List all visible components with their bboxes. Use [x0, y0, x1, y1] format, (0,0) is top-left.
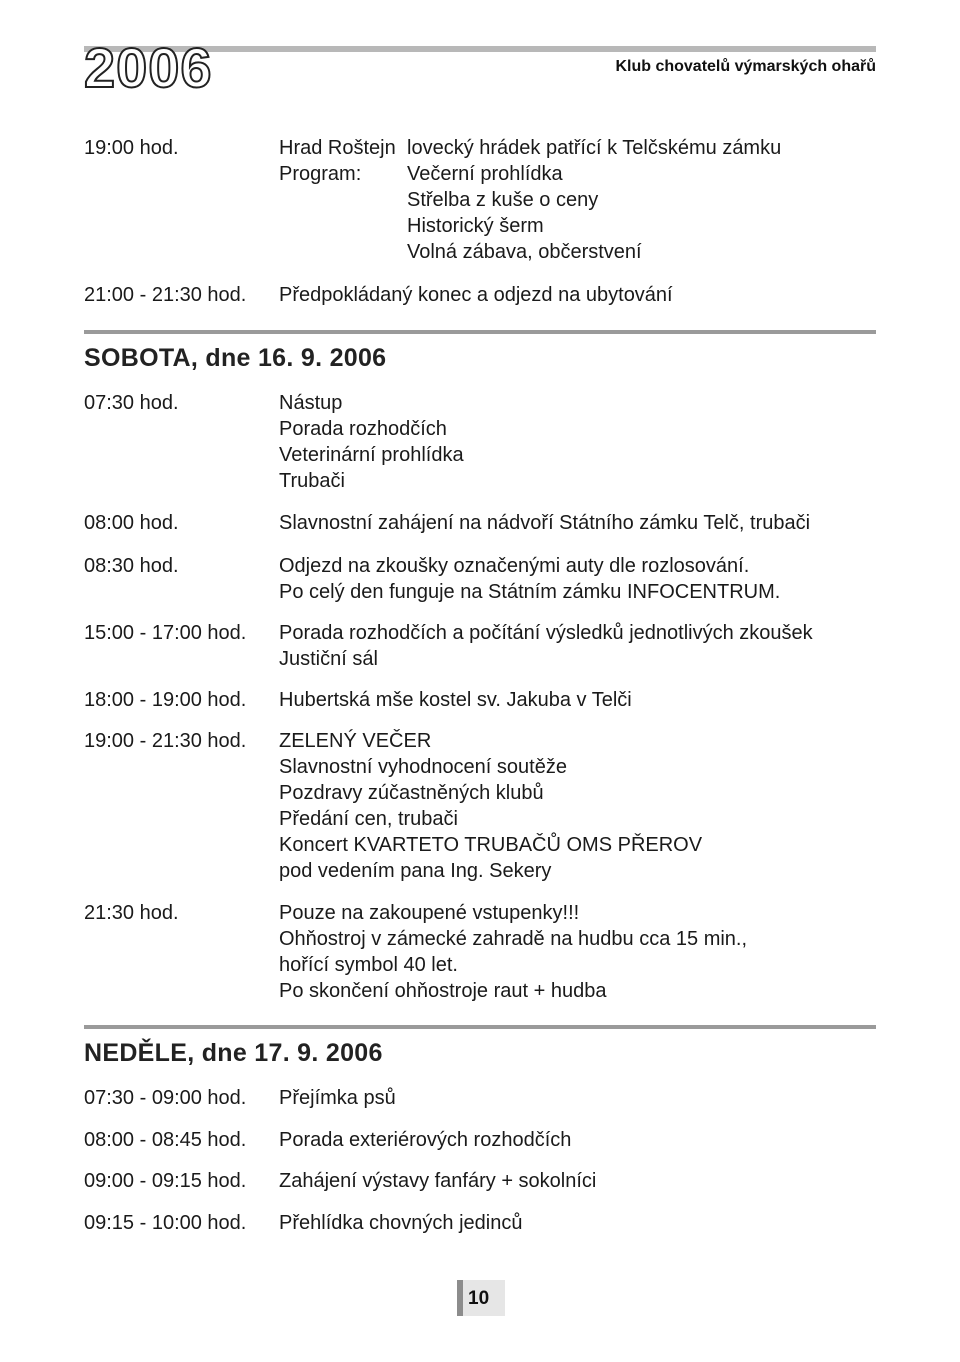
time-label: 08:00 - 08:45 hod. [84, 1129, 247, 1151]
event-text: Odjezd na zkoušky označenými auty dle rozlosování. [279, 555, 750, 577]
section-divider [84, 1025, 876, 1029]
time-label: 07:30 - 09:00 hod. [84, 1087, 247, 1109]
event-text: Po skončení ohňostroje raut + hudba [279, 980, 607, 1002]
event-text: Porada rozhodčích [279, 418, 447, 440]
time-label: 09:15 - 10:00 hod. [84, 1212, 247, 1234]
time-label: 07:30 hod. [84, 392, 179, 414]
time-label: 19:00 - 21:30 hod. [84, 730, 247, 752]
event-text: Trubači [279, 470, 345, 492]
time-label: 09:00 - 09:15 hod. [84, 1170, 247, 1192]
program-item: Střelba z kuše o ceny [407, 189, 599, 211]
time-label: 08:00 hod. [84, 512, 179, 534]
program-item: Večerní prohlídka [407, 163, 563, 185]
place-description: lovecký hrádek patřící k Telčskému zámku [407, 137, 782, 159]
event-text: Justiční sál [279, 648, 378, 670]
event-text: Nástup [279, 392, 343, 414]
event-text: Porada exteriérových rozhodčích [279, 1129, 572, 1151]
time-label: 21:30 hod. [84, 902, 179, 924]
event-text: pod vedením pana Ing. Sekery [279, 860, 552, 882]
event-text: Ohňostroj v zámecké zahradě na hudbu cca 15 min., [279, 928, 748, 950]
time-label: 21:00 - 21:30 hod. [84, 284, 247, 306]
page-number: 10 [468, 1288, 490, 1309]
program-item: Historický šerm [407, 215, 544, 237]
event-text: Přehlídka chovných jedinců [279, 1212, 523, 1234]
event-text: Po celý den funguje na Státním zámku INFOCENTRUM. [279, 581, 781, 603]
event-text: Slavnostní vyhodnocení soutěže [279, 756, 567, 778]
event-text: Veterinární prohlídka [279, 444, 464, 466]
event-text: Hubertská mše kostel sv. Jakuba v Telči [279, 689, 632, 711]
event-text: Přejímka psů [279, 1087, 396, 1109]
event-text: Předpokládaný konec a odjezd na ubytování [279, 284, 673, 306]
program-label: Program: [279, 163, 362, 185]
event-text: Porada rozhodčích a počítání výsledků jednotlivých zkoušek [279, 622, 813, 644]
place-name: Hrad Roštejn [279, 137, 396, 159]
saturday-heading: SOBOTA, dne 16. 9. 2006 [84, 344, 387, 372]
header-year: 2006 [84, 36, 213, 99]
event-text: ZELENÝ VEČER [279, 730, 432, 752]
section-divider [84, 330, 876, 334]
header-club-name: Klub chovatelů výmarských ohařů [615, 58, 876, 75]
event-text: Pozdravy zúčastněných klubů [279, 782, 544, 804]
event-text: Zahájení výstavy fanfáry + sokolníci [279, 1170, 597, 1192]
time-label: 19:00 hod. [84, 137, 179, 159]
time-label: 15:00 - 17:00 hod. [84, 622, 247, 644]
event-text: Slavnostní zahájení na nádvoří Státního zámku Telč, trubači [279, 512, 811, 534]
event-text: Koncert KVARTETO TRUBAČŮ OMS PŘEROV [279, 834, 703, 856]
time-label: 18:00 - 19:00 hod. [84, 689, 247, 711]
program-item: Volná zábava, občerstvení [407, 241, 642, 263]
event-text: Pouze na zakoupené vstupenky!!! [279, 902, 580, 924]
time-label: 08:30 hod. [84, 555, 179, 577]
event-text: hořící symbol 40 let. [279, 954, 458, 976]
sunday-heading: NEDĚLE, dne 17. 9. 2006 [84, 1039, 383, 1067]
event-text: Předání cen, trubači [279, 808, 458, 830]
